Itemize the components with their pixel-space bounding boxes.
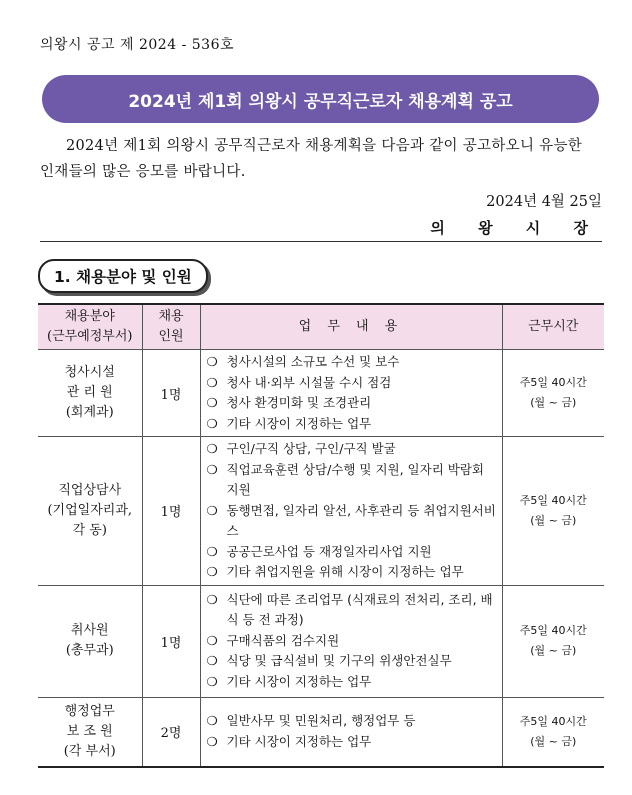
cell-hours xyxy=(502,697,604,767)
circle-bullet-icon: ❍ xyxy=(206,591,218,607)
header-count xyxy=(142,304,200,350)
duty-text: 공공근로사업 등 재정일자리사업 지원 xyxy=(226,543,432,559)
duty-text: 기타 시장이 지정하는 업무 xyxy=(226,415,372,431)
header-duties: 업 무 내 용 xyxy=(200,304,502,350)
duty-item xyxy=(207,711,498,732)
duty-item xyxy=(207,501,498,542)
field-line: (회계과) xyxy=(65,405,114,420)
field-line: 행정업무 xyxy=(64,703,115,719)
circle-bullet-icon: ❍ xyxy=(206,653,218,669)
duty-text: 식단에 따른 조리업무 (식재료의 전처리, 조리, 배식 등 전 과정) xyxy=(226,591,493,628)
cell-field xyxy=(38,437,142,586)
duty-item xyxy=(207,373,498,394)
circle-bullet-icon: ❍ xyxy=(206,374,218,390)
table-row xyxy=(38,437,604,586)
table-row xyxy=(38,585,604,697)
recruitment-table xyxy=(38,303,604,768)
field-line: 취사원 xyxy=(70,623,109,638)
cell-hours xyxy=(502,437,604,586)
duty-text: 동행면접, 일자리 알선, 사후관리 등 취업지원서비스 xyxy=(226,502,496,538)
intro-paragraph: 2024년 제1회 의왕시 공무직근로자 채용계획을 다음과 같이 공고하오니 유능한 인재들의 많은 응모를 바랍니다. xyxy=(40,138,583,180)
header-field-line2: (근무예정부서) xyxy=(47,329,133,344)
circle-bullet-icon: ❍ xyxy=(206,441,218,456)
field-line: 관 리 원 xyxy=(66,385,113,400)
circle-bullet-icon: ❍ xyxy=(206,415,218,431)
header-hours: 근무시간 xyxy=(502,304,604,350)
cell-duties xyxy=(200,585,502,697)
duty-item xyxy=(207,352,498,373)
cell-count: 1명 xyxy=(142,350,200,437)
hours-line: 주5일 40시간 xyxy=(519,376,587,389)
duty-text: 식당 및 급식설비 및 기구의 위생안전실무 xyxy=(226,653,452,669)
duty-text: 일반사무 및 민원처리, 행정업무 등 xyxy=(226,713,416,729)
field-line: (총무과) xyxy=(65,643,114,658)
field-line: 각 동) xyxy=(72,522,107,538)
table-header-row xyxy=(38,304,604,350)
header-count-line2: 인원 xyxy=(158,329,184,344)
duty-item xyxy=(207,631,498,652)
hours-line: 주5일 40시간 xyxy=(519,624,587,637)
duty-text: 기타 시장이 지정하는 업무 xyxy=(226,733,372,749)
hours-line: (월 ~ 금) xyxy=(530,396,577,409)
page-title: 2024년 제1회 의왕시 공무직근로자 채용계획 공고 xyxy=(42,75,599,123)
hours-line: 주5일 40시간 xyxy=(519,493,587,507)
cell-duties xyxy=(200,350,502,437)
notice-date: 2024년 4월 25일 xyxy=(486,194,602,210)
duty-text: 기타 시장이 지정하는 업무 xyxy=(226,673,372,689)
cell-count: 1명 xyxy=(142,437,200,586)
cell-field xyxy=(38,585,142,697)
duty-item xyxy=(207,414,498,435)
duty-item xyxy=(207,732,498,753)
circle-bullet-icon: ❍ xyxy=(206,632,218,648)
cell-count: 1명 xyxy=(142,585,200,697)
cell-field xyxy=(38,697,142,767)
duty-text: 구인/구직 상담, 구인/구직 발굴 xyxy=(226,441,396,456)
duty-text: 구매식품의 검수지원 xyxy=(226,632,340,648)
cell-count: 2명 xyxy=(142,697,200,767)
field-line: 보 조 원 xyxy=(66,723,113,739)
divider xyxy=(40,241,602,242)
duty-item xyxy=(207,562,498,583)
table-row xyxy=(38,697,604,767)
cell-hours xyxy=(502,585,604,697)
duty-item xyxy=(207,651,498,672)
hours-line: (월 ~ 금) xyxy=(530,513,577,527)
cell-hours xyxy=(502,350,604,437)
hours-line: 주5일 40시간 xyxy=(519,714,587,728)
field-line: (기업일자리과, xyxy=(47,502,133,518)
header-field-line1: 채용분야 xyxy=(64,309,115,324)
hours-line: (월 ~ 금) xyxy=(530,644,577,657)
duty-text: 직업교육훈련 상담/수행 및 지원, 일자리 박람회 지원 xyxy=(226,461,484,497)
duty-item xyxy=(207,460,498,501)
duty-item xyxy=(207,590,498,631)
circle-bullet-icon: ❍ xyxy=(206,733,218,749)
cell-duties xyxy=(200,437,502,586)
duty-item xyxy=(207,542,498,563)
header-field xyxy=(38,304,142,350)
circle-bullet-icon: ❍ xyxy=(206,502,218,518)
circle-bullet-icon: ❍ xyxy=(206,354,218,369)
duty-text: 청사 내·외부 시설물 수시 점검 xyxy=(226,374,392,390)
field-line: 청사시설 xyxy=(64,365,115,380)
cell-field xyxy=(38,350,142,437)
section-title: 1. 채용분야 및 인원 xyxy=(38,259,208,293)
circle-bullet-icon: ❍ xyxy=(206,543,218,559)
duty-text: 청사시설의 소규모 수선 및 보수 xyxy=(226,354,400,369)
field-line: (각 부서) xyxy=(63,743,116,759)
field-line: 직업상담사 xyxy=(58,482,122,498)
circle-bullet-icon: ❍ xyxy=(206,713,218,729)
duty-item xyxy=(207,439,498,460)
circle-bullet-icon: ❍ xyxy=(206,395,218,410)
duty-item xyxy=(207,672,498,693)
table-row xyxy=(38,350,604,437)
duty-item xyxy=(207,393,498,414)
duty-text: 청사 환경미화 및 조경관리 xyxy=(226,395,372,410)
circle-bullet-icon: ❍ xyxy=(206,461,218,477)
notice-number: 의왕시 공고 제 2024 - 536호 xyxy=(40,37,234,53)
circle-bullet-icon: ❍ xyxy=(206,564,218,579)
issuing-organization: 의 왕 시 장 xyxy=(430,219,602,237)
header-count-line1: 채용 xyxy=(158,309,184,324)
circle-bullet-icon: ❍ xyxy=(206,673,218,689)
hours-line: (월 ~ 금) xyxy=(530,734,577,748)
cell-duties xyxy=(200,697,502,767)
duty-text: 기타 취업지원을 위해 시장이 지정하는 업무 xyxy=(226,564,464,579)
